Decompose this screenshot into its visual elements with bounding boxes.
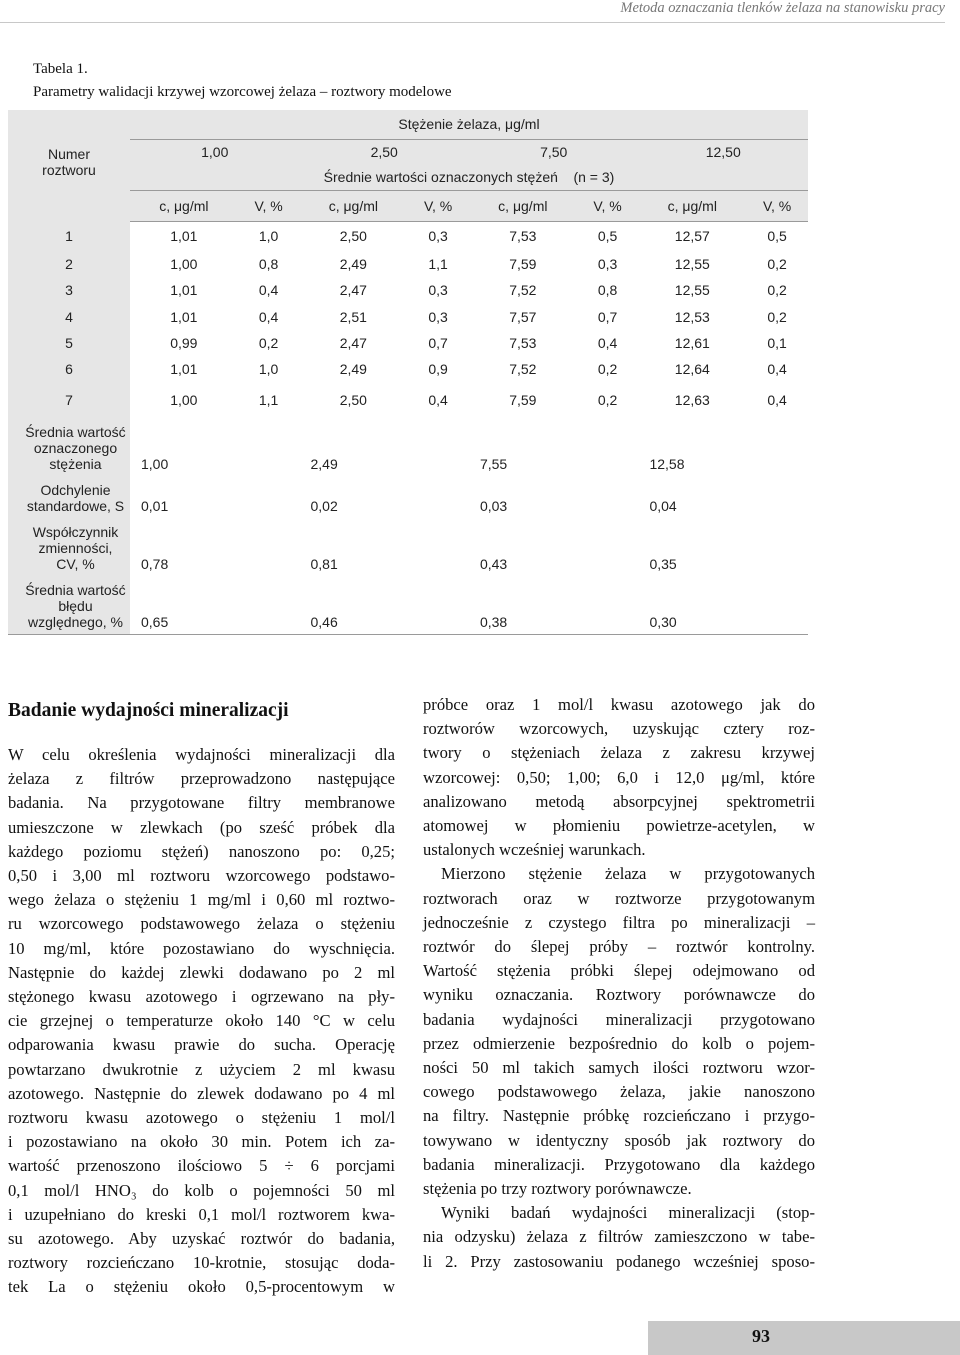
table-row: [8, 304, 808, 330]
row-id: 1: [8, 221, 130, 251]
text-line: przez odmierzenie bezpośrednio do kolb o pojem-: [423, 1033, 815, 1053]
stat-value: 0,02: [310, 498, 338, 515]
text-line: stężonego kwasu azotowego i ogrzewano na pły-: [8, 987, 395, 1007]
table-cell: 7,52: [509, 282, 537, 299]
row-id: 7: [8, 382, 130, 418]
table-cell: 1,01: [170, 228, 198, 245]
table-cell: 1,0: [258, 228, 279, 245]
table-cell: 12,64: [674, 361, 710, 378]
table-cell: 0,7: [428, 335, 448, 352]
text-line: nia odzysku) żelaza z filtrów zamieszczono w tabe-: [423, 1227, 815, 1247]
table-cell: 7,59: [509, 392, 537, 409]
mean-header: [130, 165, 808, 190]
table-cell: 0,2: [597, 361, 618, 378]
text-line: umieszczone w zlewkach (po sześć próbek dla: [8, 817, 395, 837]
table-cell: 0,3: [428, 228, 448, 245]
stat-row: [8, 576, 808, 635]
table-row: [8, 277, 808, 303]
table-cell: 0,2: [597, 392, 618, 409]
stat-value: 7,55: [479, 456, 508, 473]
table-cell: 0,4: [767, 392, 787, 409]
text-line: roztworach oraz w roztworze przygotowanym: [423, 888, 815, 908]
paragraph: [423, 1201, 815, 1274]
row-header-cell: [8, 110, 130, 221]
row-header-line2: roztworu: [42, 162, 96, 178]
stat-label-line: CV, %: [56, 556, 95, 573]
text-line: ustalonych wcześniej warunkach.: [423, 840, 646, 860]
text-line: Następnie do każdej zlewki dodawano po 2 ml: [8, 962, 395, 982]
stat-row: [8, 518, 808, 576]
stat-value: 0,78: [141, 556, 169, 573]
conc-header: Stężenie żelaza, μg/ml: [130, 110, 808, 139]
text-line: i uzupełniano do kreski 0,1 mol/l roztworem kwa-: [8, 1204, 395, 1224]
stat-value: 0,04: [649, 498, 677, 515]
text-line: li 2. Przy zastosowaniu podanego wcześniej sposo-: [423, 1251, 815, 1271]
validation-table: [8, 110, 808, 635]
table-cell: 12,63: [674, 392, 710, 409]
table-cell: 12,55: [674, 256, 710, 273]
table-cell: 1,01: [170, 282, 198, 299]
table-cell: 1,0: [258, 361, 279, 378]
text-line: na filtry. Następnie próbkę rozcieńczano i przygo-: [423, 1106, 815, 1126]
stat-value: 1,00: [141, 456, 169, 473]
table-row: [8, 251, 808, 277]
row-id: 3: [8, 277, 130, 303]
text-line: odparowania kwasu prawie do sucha. Operację: [8, 1035, 395, 1055]
text-line: badania. Na przygotowane filtry membranowe: [8, 793, 395, 813]
text-line: jednocześnie z czystego filtra po mineralizacji –: [423, 912, 815, 932]
text-line: roztworu kwasu azotowego o stężeniu 1 mol/l: [8, 1108, 395, 1128]
stat-value: 0,35: [649, 556, 677, 573]
row-id: 4: [8, 304, 130, 330]
stat-label-line: błędu: [58, 598, 93, 615]
text-line: 10 mg/ml, które pozostawiano do wyschnięcia.: [8, 938, 395, 958]
stat-value: 0,38: [469, 576, 638, 635]
text-line: wzorcowej: 0,50; 1,00; 6,0 i 12,0 μg/ml, które: [423, 767, 815, 787]
table-caption: [33, 58, 452, 104]
table-cell: 12,57: [674, 228, 710, 245]
section-title: Badanie wydajności mineralizacji: [8, 700, 289, 721]
left-column: [8, 743, 395, 1300]
row-id: 5: [8, 330, 130, 356]
text-line: wartość przenoszono ilościowo 5 ÷ 6 porcjami: [8, 1156, 395, 1176]
row-header-line1: Numer: [47, 146, 90, 162]
text-line: cowego podstawowego żelaza, jakie nanoszono: [423, 1082, 815, 1102]
table-cell: 2,51: [339, 308, 367, 325]
stat-label-line: Odchylenie: [40, 482, 111, 499]
table-cell: 0,4: [767, 361, 787, 378]
table-cell: 1,1: [428, 256, 448, 273]
mean-header-text: Średnie wartości oznaczonych stężeń: [323, 169, 558, 186]
table-cell: 0,8: [258, 256, 279, 273]
col-head-v: V, %: [746, 190, 808, 221]
col-head-v: V, %: [577, 190, 639, 221]
text-line: wyniku oznaczania. Roztwory porównawcze do: [423, 985, 815, 1005]
stat-value: 0,43: [479, 556, 508, 573]
table-cell: 7,52: [509, 361, 537, 378]
text-line: W celu określenia wydajności mineralizacji dla: [8, 745, 395, 764]
right-column: [423, 693, 815, 1274]
stat-label-line: oznaczonego: [33, 440, 118, 457]
table-row: [8, 356, 808, 382]
text-line: twory o stężeniach żelaza z zakresu krzywej: [423, 743, 815, 763]
text-line: Wartość stężenia próbki ślepej odejmowano od: [423, 961, 815, 981]
table-cell: 7,57: [509, 308, 537, 325]
text-line: roztworów wzorcowych, uzyskując cztery roz-: [423, 719, 815, 739]
text-line: analizowano metodą absorpcyjnej spektrometrii: [423, 791, 815, 811]
stat-value: 0,46: [299, 576, 468, 635]
table-cell: 12,53: [674, 308, 710, 325]
table-cell: 7,53: [509, 228, 537, 245]
text-line: roztwór do ślepej próby – roztwór kontrolny.: [423, 937, 815, 957]
table-cell: 0,5: [767, 228, 787, 245]
col-head-v: V, %: [407, 190, 469, 221]
text-line: 0,50 i 3,00 ml roztworu wzorcowego podstawo-: [8, 866, 395, 886]
table-label: Tabela 1.: [33, 61, 88, 77]
table-cell: 0,4: [258, 282, 279, 299]
text-line: su azotowego. Aby uzyskać roztwór do badania,: [8, 1229, 395, 1249]
text-line: 0,1 mol/l HNO₃ do kolb o pojemności 50 ml: [8, 1180, 395, 1200]
table-cell: 2,47: [339, 282, 367, 299]
stat-label: [8, 476, 130, 518]
stat-value: 0,81: [310, 556, 338, 573]
conc-level: 7,50: [469, 139, 638, 165]
table-cell: 0,7: [597, 308, 618, 325]
table-cell: 1,1: [258, 392, 279, 409]
table-cell: 2,50: [339, 392, 367, 409]
conc-level: 12,50: [638, 139, 808, 165]
col-head-c: c, μg/ml: [469, 190, 577, 221]
table-row: [8, 330, 808, 356]
table-cell: 2,49: [339, 256, 367, 273]
table-cell: 0,4: [428, 392, 448, 409]
text-line: roztwory rozcieńczano 10-krotnie, stosując doda-: [8, 1253, 395, 1273]
table-cell: 7,53: [509, 335, 537, 352]
row-id: 2: [8, 251, 130, 277]
text-line: badania wydajności mineralizacji przygotowano: [423, 1009, 815, 1029]
table-cell: 12,61: [674, 335, 710, 352]
text-line: cie grzejnej o temperaturze około 140 °C w celu: [8, 1011, 395, 1031]
col-head-c: c, μg/ml: [130, 190, 238, 221]
table-cell: 7,59: [509, 256, 537, 273]
table-cell: 1,01: [170, 308, 198, 325]
table-cell: 0,2: [767, 308, 787, 325]
text-line: żelaza z filtrów przeprowadzono następujące: [8, 769, 395, 789]
table-cell: 2,49: [339, 361, 367, 378]
stat-label: [8, 576, 130, 635]
text-line: tek La o stężeniu około 0,5-procentowym w: [8, 1277, 395, 1297]
text-line: i pozostawiano na około 30 min. Potem ich za-: [8, 1132, 395, 1152]
table-cell: 0,3: [428, 308, 448, 325]
table-cell: 0,99: [170, 335, 198, 352]
table-cell: 0,3: [597, 256, 618, 273]
text-line: Wyniki badań wydajności mineralizacji (stop-: [441, 1203, 815, 1223]
stat-value: 0,03: [479, 498, 508, 515]
stat-label-line: Średnia wartość: [25, 582, 126, 599]
paragraph: [423, 693, 815, 862]
stat-label-line: zmienności,: [38, 540, 113, 557]
text-line: Mierzono stężenie żelaza w przygotowanych: [441, 864, 815, 884]
conc-level: 1,00: [130, 139, 299, 165]
text-line: ności 50 ml takich samych ilości roztworu wzor-: [423, 1058, 815, 1078]
col-head-v: V, %: [238, 190, 300, 221]
page-number: 93: [752, 1326, 770, 1346]
table-cell: 0,2: [767, 282, 787, 299]
table-cell: 0,3: [428, 282, 448, 299]
table-cell: 2,47: [339, 335, 367, 352]
table-cell: 0,2: [767, 256, 787, 273]
table-cell: 1,00: [170, 256, 198, 273]
conc-level: 2,50: [299, 139, 468, 165]
text-line: próbce oraz 1 mol/l kwasu azotowego jak do: [423, 695, 815, 714]
row-id: 6: [8, 356, 130, 382]
text-line: badania mineralizacji. Przygotowano dla każdego: [423, 1154, 815, 1174]
table-cell: 1,01: [170, 361, 198, 378]
stat-label: [8, 418, 130, 476]
running-title: Metoda oznaczania tlenków żelaza na stanowisku pracy: [0, 0, 945, 23]
table-cell: 1,00: [170, 392, 198, 409]
text-line: azotowego. Następnie do zlewek dodawano po 4 ml: [8, 1083, 395, 1103]
stat-label-line: standardowe, S: [26, 498, 125, 515]
footer-bar: [648, 1321, 960, 1355]
table-cell: 0,4: [597, 335, 618, 352]
table-cell: 0,2: [258, 335, 279, 352]
stat-label-line: Współczynnik: [32, 524, 119, 541]
text-line: towywano w identyczny sposób jak roztwory do: [423, 1130, 815, 1150]
stat-value: 0,01: [141, 498, 169, 515]
table-row: [8, 221, 808, 251]
table-title: Parametry walidacji krzywej wzorcowej żelaza – roztwory modelowe: [33, 84, 452, 100]
col-head-c: c, μg/ml: [299, 190, 407, 221]
stat-label: [8, 518, 130, 576]
text-line: atomowej w płomieniu powietrze-acetylen, w: [423, 816, 815, 836]
stat-label-line: stężenia: [49, 456, 102, 473]
table-cell: 0,5: [597, 228, 618, 245]
table-cell: 2,50: [339, 228, 367, 245]
col-head-c: c, μg/ml: [638, 190, 746, 221]
stat-row: [8, 476, 808, 518]
table-cell: 0,9: [428, 361, 448, 378]
table-cell: 12,55: [674, 282, 710, 299]
stat-row: [8, 418, 808, 476]
text-line: każdego poziomu stężeń) nanoszono po: 0,25;: [8, 841, 395, 861]
table-cell: 0,4: [258, 308, 279, 325]
stat-label-line: względnego, %: [28, 614, 123, 631]
paragraph: [423, 862, 815, 1201]
text-line: ru wzorcowego podstawowego żelaza o stężeniu: [8, 914, 395, 934]
text-line: powtarzano dwukrotnie z użyciem 2 ml kwasu: [8, 1059, 395, 1079]
stat-value: 12,58: [649, 456, 685, 473]
stat-value: 0,30: [638, 576, 808, 635]
table-cell: 0,8: [597, 282, 618, 299]
text-line: wego żelaza o stężeniu 1 mg/ml i 0,60 ml roztwo-: [8, 890, 395, 910]
text-line: stężenia po trzy roztwory porównawcze.: [423, 1179, 692, 1199]
stat-label-line: Średnia wartość: [25, 424, 126, 441]
table-cell: 0,1: [767, 335, 787, 352]
table-row: [8, 382, 808, 418]
stat-value: 2,49: [310, 456, 338, 473]
stat-value: 0,65: [130, 576, 299, 635]
mean-header-n: (n = 3): [573, 169, 615, 186]
